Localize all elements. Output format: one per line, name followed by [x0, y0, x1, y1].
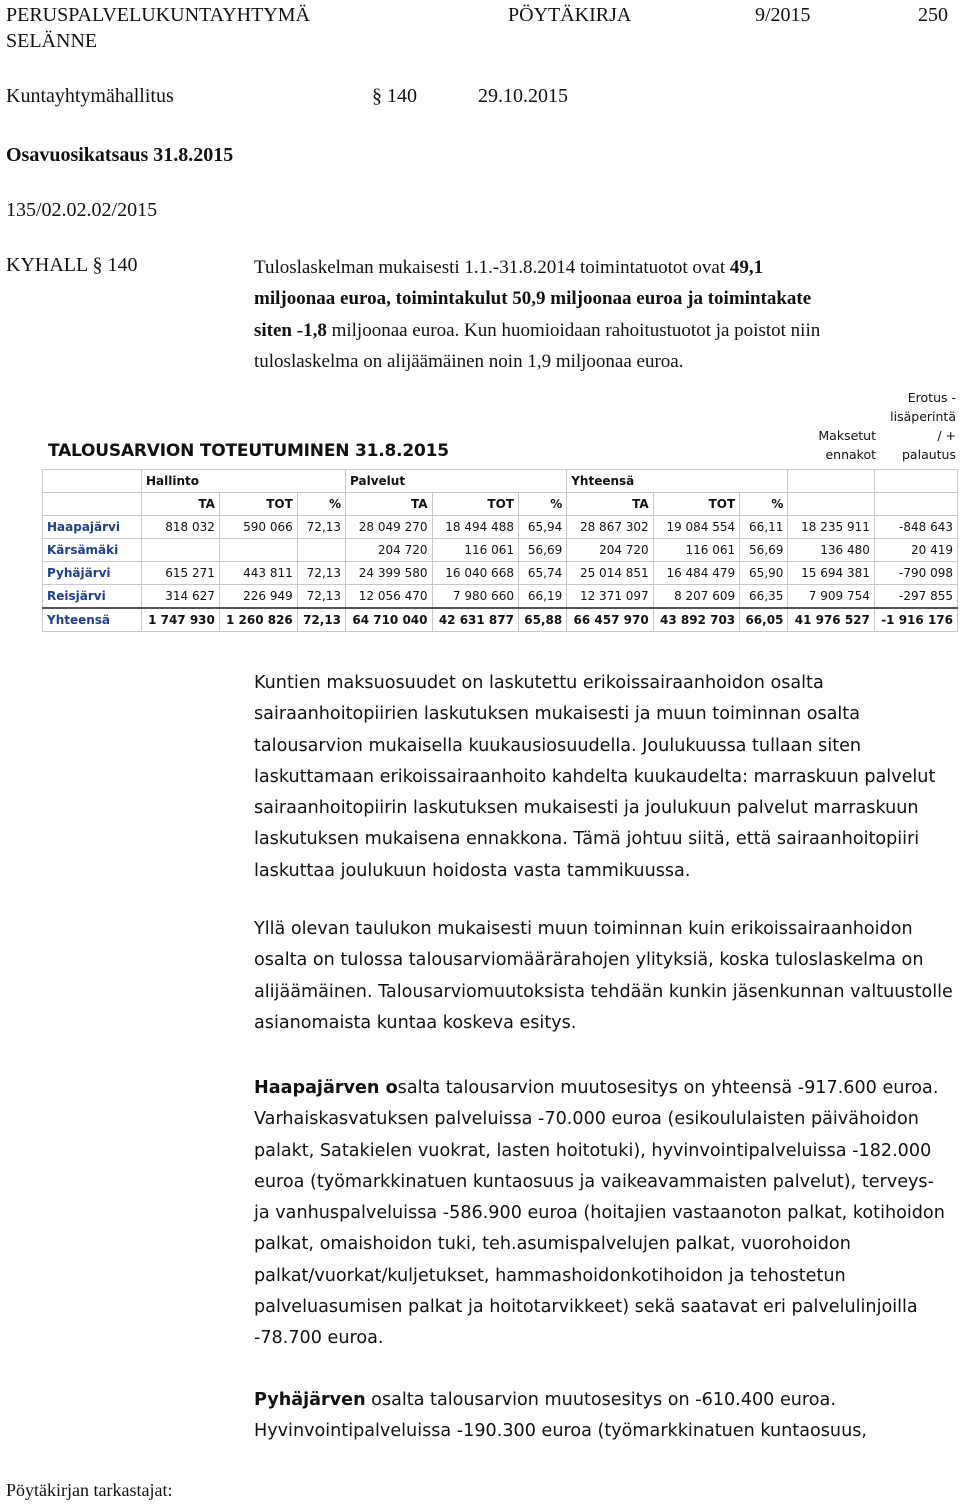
table-cell: 7 909 754: [788, 585, 874, 609]
table-cell: 66 457 970: [567, 608, 653, 632]
table-row: [43, 562, 958, 585]
erotus-header: [878, 388, 956, 464]
table-cell: 72,13: [297, 516, 345, 539]
table-cell: [142, 539, 220, 562]
meeting-section: § 140: [372, 85, 417, 107]
table-row: [43, 608, 958, 632]
subject-title: Osavuosikatsaus 31.8.2015: [6, 144, 234, 166]
table-column-header: %: [740, 493, 788, 516]
table-group-header-row: [43, 470, 958, 493]
table-cell: 204 720: [567, 539, 653, 562]
table-cell: 72,13: [297, 562, 345, 585]
pyhajarvi-text: osalta talousarvion muutosesitys on -610.400 euroa. Hyvinvointipalveluissa -190.300 euroa (työmarkkinatuen kuntaosuus,: [254, 1390, 867, 1442]
table-cell: 66,19: [518, 585, 566, 609]
table-column-header: TOT: [432, 493, 518, 516]
erotus-line3: / +: [937, 428, 956, 443]
table-empty-header: [874, 493, 957, 516]
table-cell: 590 066: [219, 516, 297, 539]
table-cell: 28 049 270: [346, 516, 432, 539]
table-cell: 56,69: [518, 539, 566, 562]
intro-paragraph: [254, 252, 954, 377]
table-cell: 615 271: [142, 562, 220, 585]
table-cell: 443 811: [219, 562, 297, 585]
paragraph-overrun: Yllä olevan taulukon mukaisesti muun toiminnan kuin erikoissairaanhoidon osalta on tulossa talousarviomäärärahojen ylityksiä, koska tuloslaskelma on alijäämäinen. Talousarviomuutoksista tehdään kunkin jäsenkunnan valtuustolle asianomaista kuntaa koskeva esitys.: [254, 919, 953, 1033]
maksetut-line2: ennakot: [825, 447, 876, 462]
table-cell: [297, 539, 345, 562]
haapajarvi-label: Haapajärven o: [254, 1078, 398, 1098]
table-cell: 116 061: [432, 539, 518, 562]
pyhajarvi-label: Pyhäjärven: [254, 1390, 366, 1410]
table-column-header: %: [518, 493, 566, 516]
table-cell: 1 747 930: [142, 608, 220, 632]
table-cell: 818 032: [142, 516, 220, 539]
table-group-header: Palvelut: [346, 470, 567, 493]
table-column-header: TA: [142, 493, 220, 516]
table-cell: 18 235 911: [788, 516, 874, 539]
table-cell: [219, 539, 297, 562]
table-cell: 72,13: [297, 585, 345, 609]
intro-bold-kate: siten -1,8: [254, 319, 327, 341]
table-cell: 66,11: [740, 516, 788, 539]
maksetut-line1: Maksetut: [818, 428, 876, 443]
table-cell: 28 867 302: [567, 516, 653, 539]
table-row-label: Haapajärvi: [43, 516, 142, 539]
table-column-header: TA: [567, 493, 653, 516]
intro-bold-line: miljoonaa euroa, toimintakulut 50,9 miljoonaa euroa ja toimintakate: [254, 288, 812, 310]
table-column-header: %: [297, 493, 345, 516]
table-column-header: TOT: [219, 493, 297, 516]
budget-table: [42, 469, 958, 632]
intro-text-3: tuloslaskelma on alijäämäinen noin 1,9 miljoonaa euroa.: [254, 350, 684, 372]
table-group-header: Hallinto: [142, 470, 346, 493]
table-row-label: Reisjärvi: [43, 585, 142, 609]
table-cell: 7 980 660: [432, 585, 518, 609]
table-cell: 65,88: [518, 608, 566, 632]
paragraph-billing: Kuntien maksuosuudet on laskutettu erikoissairaanhoidon osalta sairaanhoitopiirien laskutuksen mukaisesti ja muun toiminnan osalta talousarvion mukaisella kuukausiosuudella. Joulukuussa tullaan siten laskuttamaan erikoissairaanhoito kahdelta kuukaudelta: marraskuun palvelut sairaanhoitopiirin laskutuksen mukaisesti ja joulukuun palvelut marraskuun laskutuksen mukaisena ennakkona. Tämä johtuu siitä, että sairaanhoitopiiri laskuttaa joulukuun hoidosta vasta tammikuussa.: [254, 673, 936, 881]
table-column-header: TA: [346, 493, 432, 516]
table-cell: 116 061: [653, 539, 739, 562]
item-label: KYHALL § 140: [6, 254, 138, 276]
footer-label: Pöytäkirjan tarkastajat:: [6, 1480, 173, 1500]
meeting-date: 29.10.2015: [478, 85, 568, 107]
table-row-label: Yhteensä: [43, 608, 142, 632]
table-corner-cell: [43, 470, 142, 493]
subject-reference: 135/02.02.02/2015: [6, 199, 158, 221]
table-cell: 41 976 527: [788, 608, 874, 632]
table-cell: 19 084 554: [653, 516, 739, 539]
table-cell: 12 056 470: [346, 585, 432, 609]
table-cell: 226 949: [219, 585, 297, 609]
table-row-label: Pyhäjärvi: [43, 562, 142, 585]
document-type: PÖYTÄKIRJA: [508, 4, 632, 26]
table-column-header: TOT: [653, 493, 739, 516]
table-title: TALOUSARVION TOTEUTUMINEN 31.8.2015: [48, 441, 449, 461]
table-row: [43, 539, 958, 562]
table-cell: -1 916 176: [874, 608, 957, 632]
org-name-line1: PERUSPALVELUKUNTAYHTYMÄ: [6, 4, 311, 26]
erotus-line4: palautus: [902, 447, 956, 462]
table-empty-header: [874, 470, 957, 493]
table-cell: 56,69: [740, 539, 788, 562]
table-cell: 8 207 609: [653, 585, 739, 609]
table-cell: 1 260 826: [219, 608, 297, 632]
table-cell: 20 419: [874, 539, 957, 562]
paragraph-pyhajarvi: [254, 1385, 954, 1448]
page-number: 250: [918, 4, 948, 26]
table-cell: 66,05: [740, 608, 788, 632]
table-cell: 16 484 479: [653, 562, 739, 585]
table-cell: 24 399 580: [346, 562, 432, 585]
budget-table-image: [42, 388, 958, 635]
table-row: [43, 585, 958, 609]
table-column-header-row: [43, 493, 958, 516]
table-cell: 65,74: [518, 562, 566, 585]
table-row-label: Kärsämäki: [43, 539, 142, 562]
table-cell: 314 627: [142, 585, 220, 609]
meeting-body: Kuntayhtymähallitus: [6, 85, 174, 107]
maksetut-header: [802, 426, 876, 464]
table-cell: -848 643: [874, 516, 957, 539]
table-cell: 66,35: [740, 585, 788, 609]
paragraph-haapajarvi: [254, 1073, 954, 1355]
table-cell: 72,13: [297, 608, 345, 632]
intro-bold-value: 49,1: [729, 257, 764, 278]
org-name-line2: SELÄNNE: [6, 30, 98, 52]
table-cell: 136 480: [788, 539, 874, 562]
haapajarvi-text: salta talousarvion muutosesitys on yhteensä -917.600 euroa. Varhaiskasvatuksen palveluissa -70.000 euroa (esikoululaisten päivähoidon palakt, Satakielen vuokrat, lasten hoitotuki), hyvinvointipalveluissa -182.000 euroa (työmarkkinatuen kuntaosuus ja vaikeavammaisten palvelut), terveys- ja vanhuspalveluissa -586.900 euroa (hoitajien vastaanoton palkat, kotihoidon palkat, omaishoidon tuki, teh.asumispalvelujen palkat, vuorohoidon palkat/vuorkat/kuljetukset, hammashoidonkotihoidon ja tehostetun palveluasumisen palkat ja hoitotarvikkeet) sekä saatavat eri palvelulinjoilla -78.700 euroa.: [254, 1078, 945, 1349]
table-cell: 16 040 668: [432, 562, 518, 585]
table-group-header: Yhteensä: [567, 470, 788, 493]
erotus-line1: Erotus -: [907, 390, 956, 405]
table-cell: 15 694 381: [788, 562, 874, 585]
table-cell: 42 631 877: [432, 608, 518, 632]
intro-text-2: miljoonaa euroa. Kun huomioidaan rahoitustuotot ja poistot niin: [326, 319, 821, 341]
erotus-line2: lisäperintä: [890, 409, 956, 424]
table-cell: -297 855: [874, 585, 957, 609]
table-empty-header: [788, 470, 874, 493]
table-cell: -790 098: [874, 562, 957, 585]
table-row: [43, 516, 958, 539]
document-number: 9/2015: [755, 4, 811, 26]
table-cell: 65,94: [518, 516, 566, 539]
table-cell: 65,90: [740, 562, 788, 585]
table-empty-header: [788, 493, 874, 516]
table-cell: 18 494 488: [432, 516, 518, 539]
table-cell: 64 710 040: [346, 608, 432, 632]
table-cell: 204 720: [346, 539, 432, 562]
table-cell: 43 892 703: [653, 608, 739, 632]
table-corner-cell: [43, 493, 142, 516]
intro-text: Tuloslaskelman mukaisesti 1.1.-31.8.2014 toimintatuotot ovat: [254, 257, 730, 278]
table-cell: 12 371 097: [567, 585, 653, 609]
table-cell: 25 014 851: [567, 562, 653, 585]
